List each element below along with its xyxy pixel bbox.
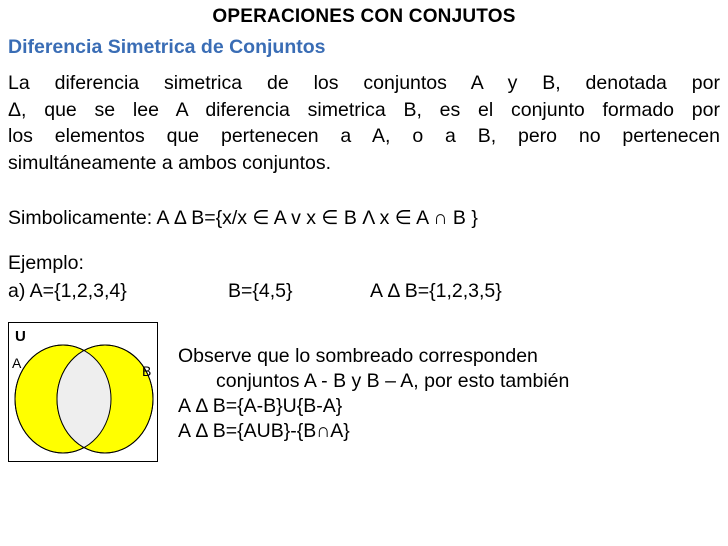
- definition-line: Δ, que se lee A diferencia simetrica B, es el conjunto formado por: [8, 98, 720, 121]
- example-row: [8, 280, 728, 306]
- definition-line: los elementos que pertenecen a A, o a B, pero no pertenecen: [8, 125, 720, 147]
- observation-line: Observe que lo sombreado corresponden: [178, 345, 538, 367]
- page-title: OPERACIONES CON CONJUTOS: [212, 6, 516, 27]
- observation-formula: A Δ B={A-B}U{B-A}: [178, 395, 343, 417]
- definition-paragraph: [8, 70, 720, 176]
- venn-diagram: [8, 322, 158, 462]
- example-label: Ejemplo:: [8, 252, 84, 274]
- definition-line: simultáneamente a ambos conjuntos.: [8, 151, 332, 174]
- set-a-label: A: [12, 355, 22, 371]
- venn-svg: [9, 323, 159, 463]
- definition-line: La diferencia simetrica de los conjuntos A y B, denotada por: [8, 72, 720, 94]
- example-result: A Δ B={1,2,3,5}: [370, 280, 502, 302]
- example-set-a: a) A={1,2,3,4}: [8, 280, 127, 302]
- observation-formula: A Δ B={AUB}-{B∩A}: [178, 420, 350, 442]
- symbolic-definition: Simbolicamente: A Δ B={x/x ∈ A v x ∈ B Λ x ∈ A ∩ B }: [8, 207, 478, 229]
- section-subtitle: Diferencia Simetrica de Conjuntos: [8, 36, 326, 58]
- example-set-b: B={4,5}: [228, 280, 293, 302]
- observation-text: [178, 344, 569, 444]
- universe-label: U: [15, 328, 26, 345]
- observation-line: conjuntos A - B y B – A, por esto también: [216, 370, 570, 392]
- set-b-label: B: [142, 363, 152, 379]
